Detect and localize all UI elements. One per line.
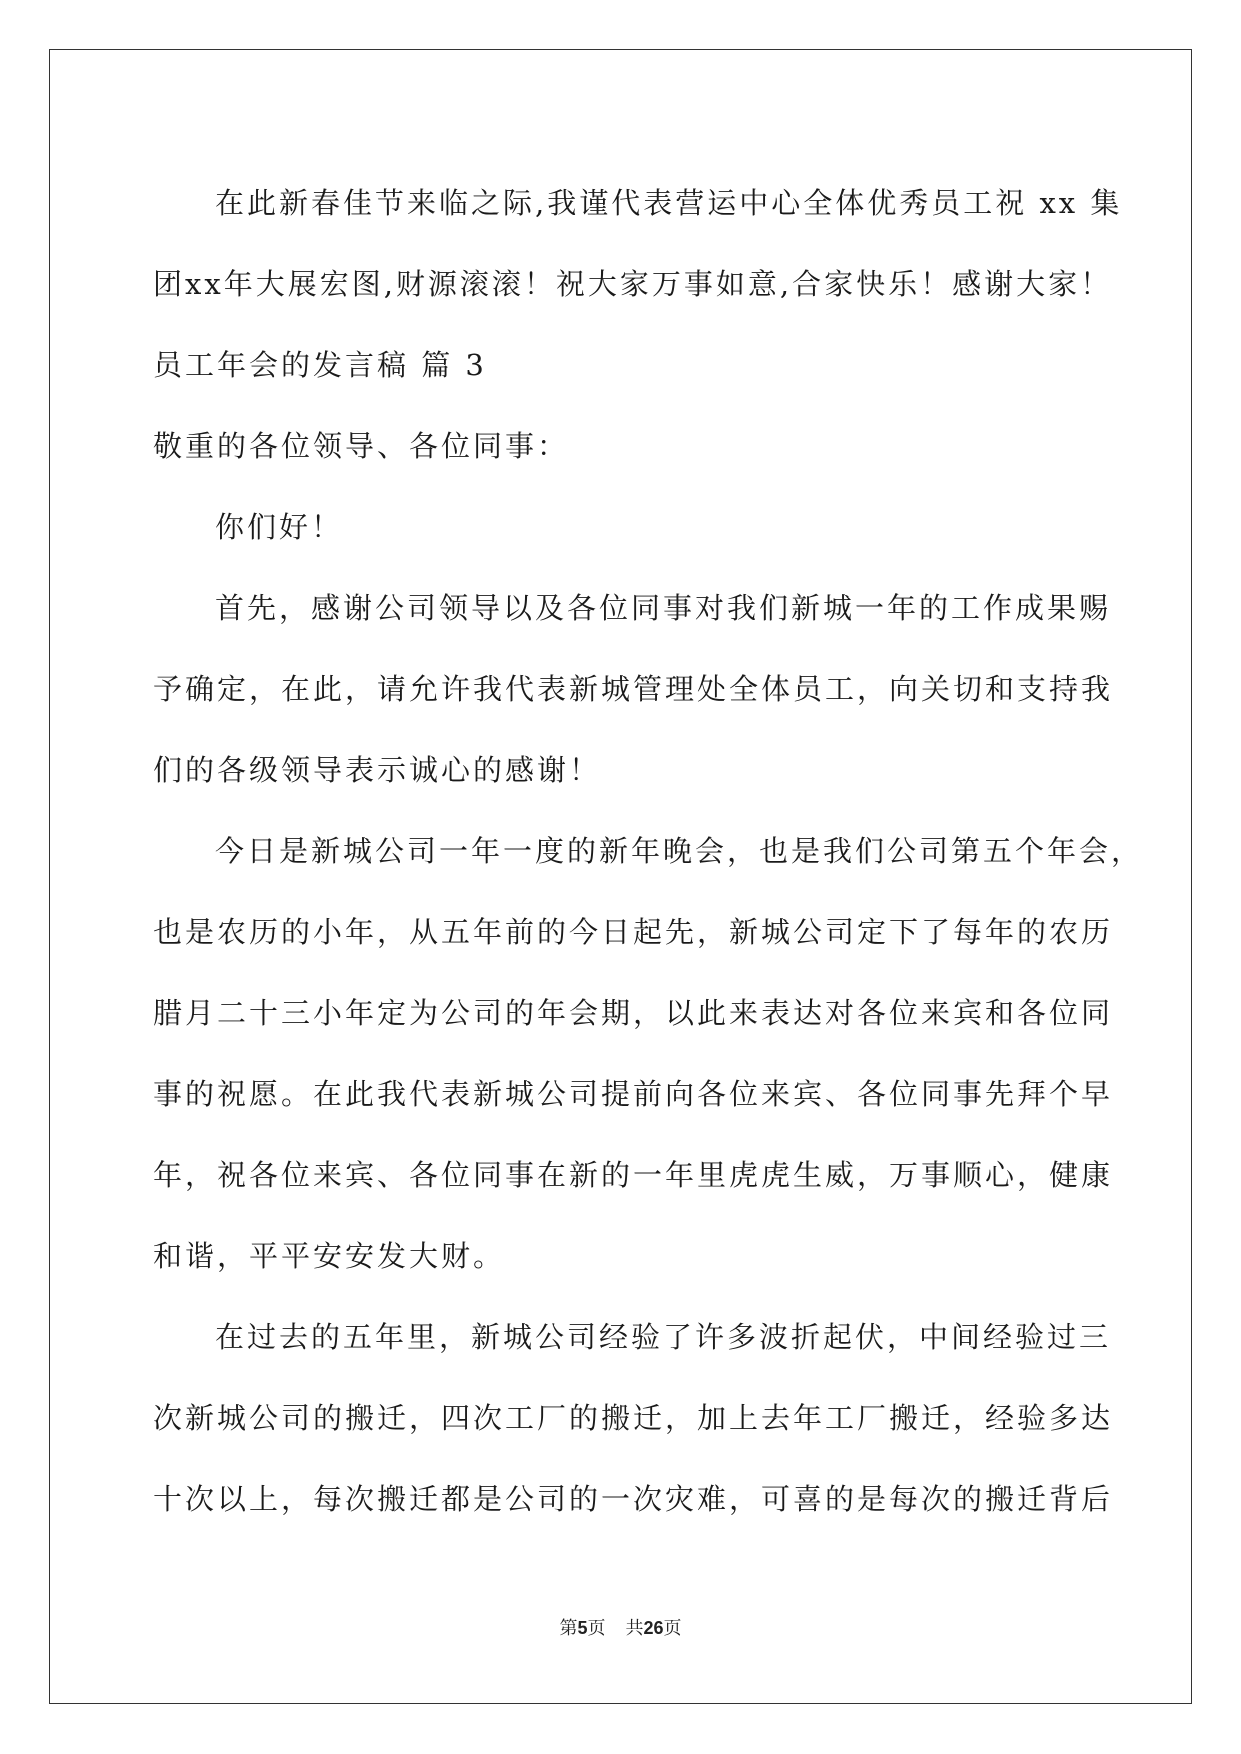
text-line: 次新城公司的搬迁，四次工厂的搬迁，加上去年工厂搬迁，经验多达 — [153, 1401, 1114, 1435]
text-line: 今日是新城公司一年一度的新年晚会，也是我们公司第五个年会， — [215, 834, 1144, 868]
page-number: 5 — [577, 1618, 588, 1638]
text-line: 首先，感谢公司领导以及各位同事对我们新城一年的工作成果赐 — [215, 591, 1112, 625]
total-pages: 26 — [643, 1618, 664, 1638]
text-line: 予确定，在此，请允许我代表新城管理处全体员工，向关切和支持我 — [153, 672, 1114, 706]
page-footer — [0, 1614, 1241, 1640]
text-line: 团xx年大展宏图,财源滚滚！祝大家万事如意,合家快乐！感谢大家！ — [153, 267, 1113, 301]
salutation: 敬重的各位领导、各位同事： — [153, 429, 570, 463]
text-line: 年，祝各位来宾、各位同事在新的一年里虎虎生威，万事顺心，健康 — [153, 1158, 1114, 1192]
text-line: 在过去的五年里，新城公司经验了许多波折起伏，中间经验过三 — [215, 1320, 1112, 1354]
greeting: 你们好！ — [215, 510, 344, 544]
text-line: 腊月二十三小年定为公司的年会期，以此来表达对各位来宾和各位同 — [153, 996, 1114, 1030]
text-line: 在此新春佳节来临之际,我谨代表营运中心全体优秀员工祝 xx 集 — [215, 186, 1123, 220]
text-line: 也是农历的小年，从五年前的今日起先，新城公司定下了每年的农历 — [153, 915, 1114, 949]
text-line: 和谐，平平安安发大财。 — [153, 1239, 506, 1273]
page-suffix: 页 — [587, 1618, 606, 1639]
text-line: 们的各级领导表示诚心的感谢！ — [153, 753, 602, 787]
total-suffix: 页 — [663, 1618, 682, 1639]
text-line: 十次以上，每次搬迁都是公司的一次灾难，可喜的是每次的搬迁背后 — [153, 1482, 1114, 1516]
section-heading: 员工年会的发言稿 篇 3 — [153, 348, 487, 382]
text-line: 事的祝愿。在此我代表新城公司提前向各位来宾、各位同事先拜个早 — [153, 1077, 1114, 1111]
total-prefix: 共 — [625, 1618, 644, 1639]
page-prefix: 第 — [559, 1618, 578, 1639]
document-body — [153, 163, 1144, 1540]
